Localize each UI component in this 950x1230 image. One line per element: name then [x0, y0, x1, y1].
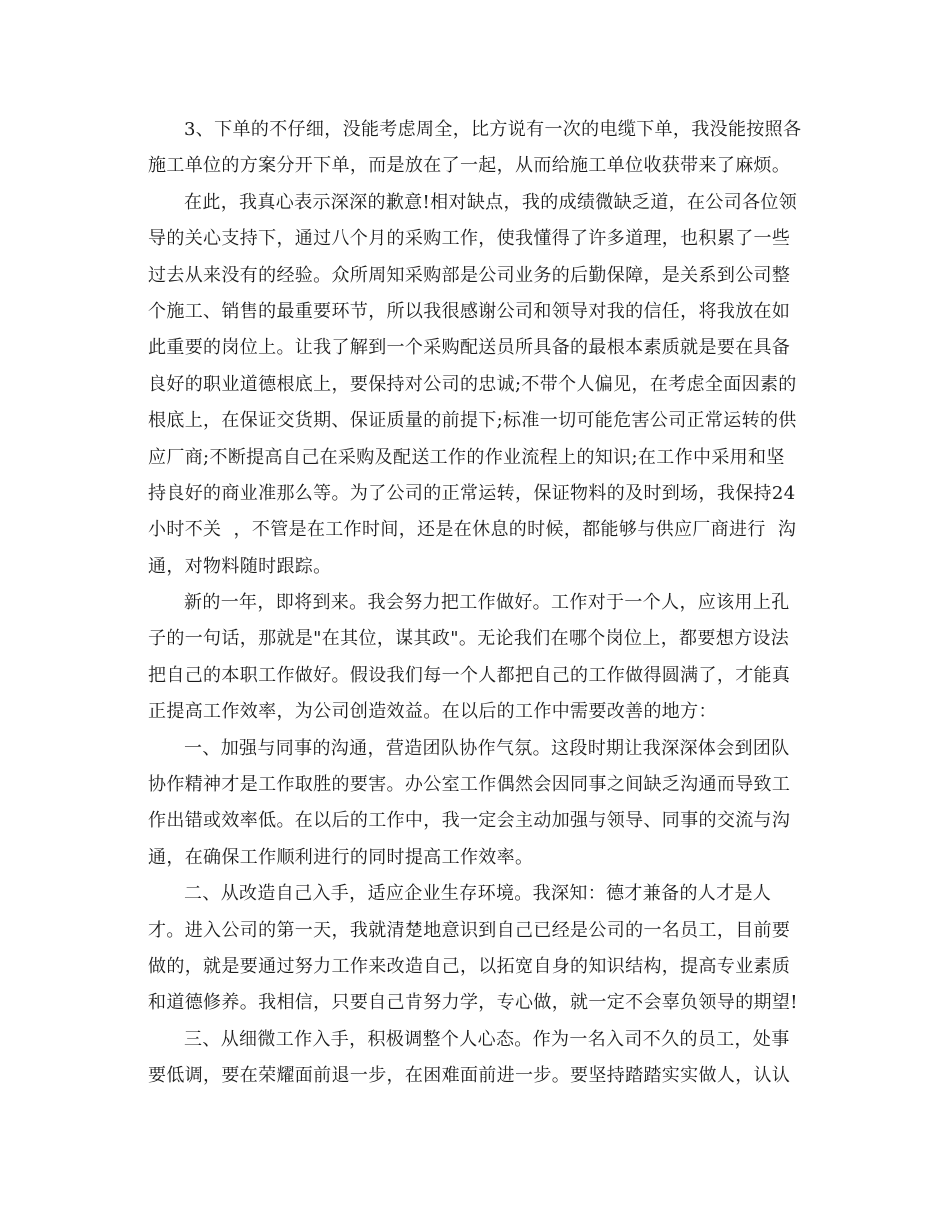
- text-line: 要低调，要在荣耀面前退一步，在困难面前进一步。要坚持踏踏实实做人，认认: [148, 1065, 791, 1087]
- text-line: 协作精神才是工作取胜的要害。办公室工作偶然会因同事之间缺乏沟通而导致工: [148, 774, 791, 796]
- text-line: 导的关心支持下，通过八个月的采购工作，使我懂得了许多道理，也积累了一些: [148, 228, 791, 250]
- text-line: 一、加强与同事的沟通，营造团队协作气氛。这段时期让我深深体会到团队: [184, 737, 790, 759]
- text-line: 应厂商;不断提高自己在采购及配送工作的作业流程上的知识;在工作中采用和坚: [148, 446, 785, 468]
- text-line: 作出错或效率低。在以后的工作中，我一定会主动加强与领导、同事的交流与沟: [148, 810, 791, 832]
- text-line: 子的一句话，那就是"在其位，谋其政"。无论我们在哪个岗位上，都要想方设法: [148, 628, 790, 650]
- text-line: 把自己的本职工作做好。假设我们每一个人都把自己的工作做得圆满了，才能真: [148, 664, 791, 686]
- text-line: 个施工、销售的最重要环节，所以我很感谢公司和领导对我的信任，将我放在如: [148, 300, 791, 322]
- text-line: 新的一年，即将到来。我会努力把工作做好。工作对于一个人，应该用上孔: [184, 592, 790, 614]
- text-line: 小时不关 ，不管是在工作时间，还是在休息的时候，都能够与供应厂商进行 沟: [148, 519, 797, 541]
- text-line: 正提高工作效率，为公司创造效益。在以后的工作中需要改善的地方：: [148, 701, 717, 723]
- text-line: 3、下单的不仔细，没能考虑周全，比方说有一次的电缆下单，我没能按照各: [184, 119, 802, 140]
- text-line: 和道德修养。我相信，只要自己肯努力学，专心做，就一定不会辜负领导的期望!: [148, 992, 798, 1014]
- text-line: 良好的职业道德根底上，要保持对公司的忠诚;不带个人偏见，在考虑全面因素的: [148, 373, 797, 395]
- text-line: 过去从来没有的经验。众所周知采购部是公司业务的后勤保障，是关系到公司整: [148, 264, 791, 286]
- text-line: 持良好的商业准那么等。为了公司的正常运转，保证物料的及时到场，我保持24: [148, 482, 796, 504]
- text-line: 才。进入公司的第一天，我就清楚地意识到自己已经是公司的一名员工，目前要: [148, 919, 791, 941]
- text-line: 根底上，在保证交货期、保证质量的前提下;标准一切可能危害公司正常运转的供: [148, 410, 797, 432]
- text-line: 此重要的岗位上。让我了解到一个采购配送员所具备的最根本素质就是要在具备: [148, 337, 791, 359]
- text-line: 三、从细微工作入手，积极调整个人心态。作为一名入司不久的员工，处事: [184, 1028, 790, 1050]
- text-line: 通，在确保工作顺利进行的同时提高工作效率。: [148, 846, 534, 868]
- text-line: 做的，就是要通过努力工作来改造自己，以拓宽自身的知识结构，提高专业素质: [148, 955, 791, 977]
- text-line: 通，对物料随时跟踪。: [148, 555, 332, 577]
- text-line: 二、从改造自己入手，适应企业生存环境。我深知：德才兼备的人才是人: [184, 883, 772, 905]
- text-line: 施工单位的方案分开下单，而是放在了一起，从而给施工单位收获带来了麻烦。: [148, 155, 791, 177]
- document-body: [148, 112, 808, 1095]
- text-line: 在此，我真心表示深深的歉意!相对缺点，我的成绩微缺乏道，在公司各位领: [184, 191, 798, 213]
